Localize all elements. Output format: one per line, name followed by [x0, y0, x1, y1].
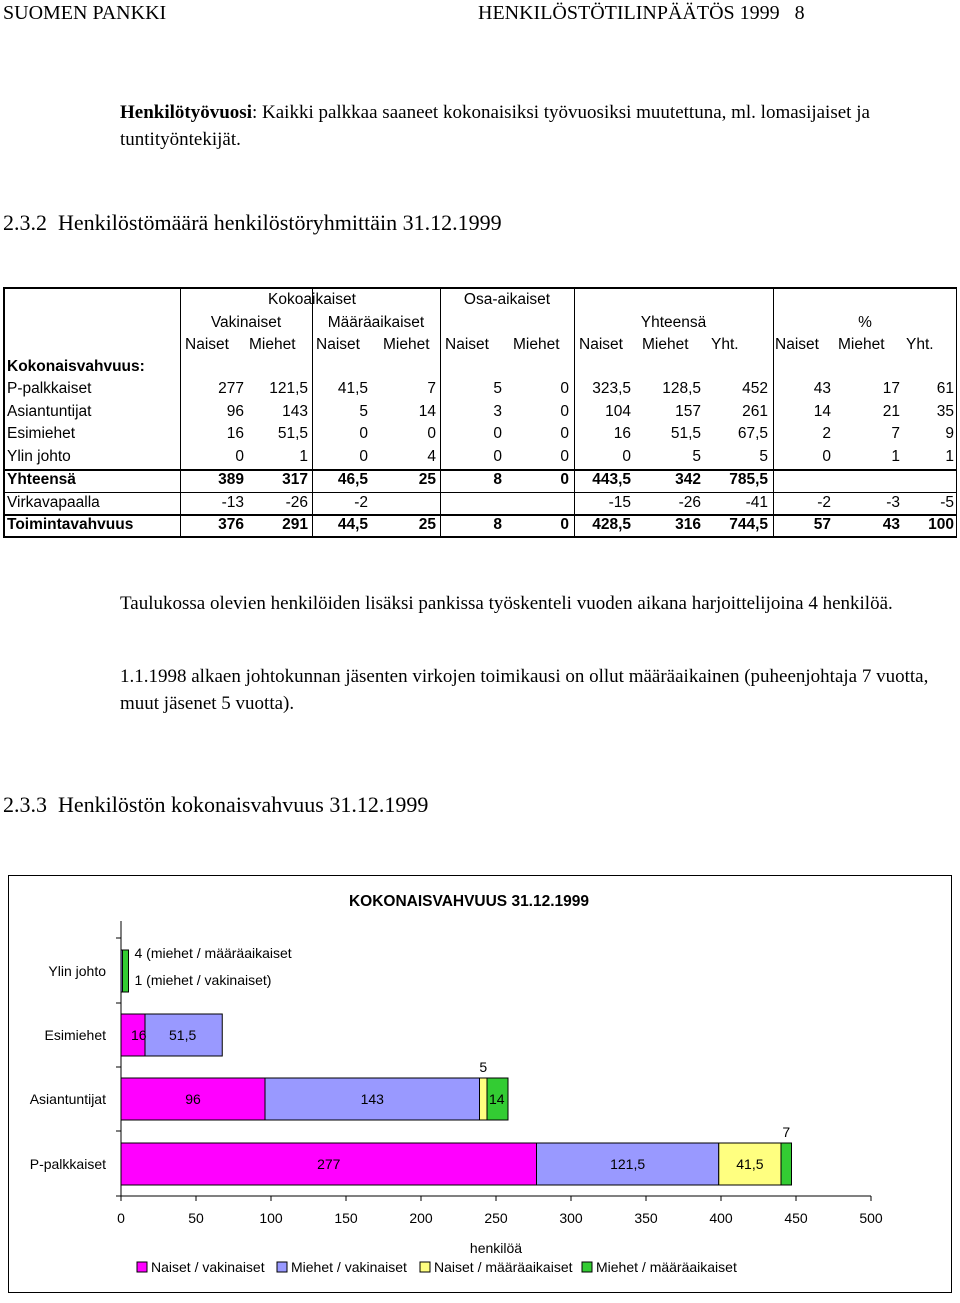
sub-header-percent: % — [858, 314, 872, 331]
data-label-11: 7 — [782, 1124, 791, 1140]
table-cell: 51,5 — [277, 425, 308, 443]
table-cell: 1 — [945, 448, 954, 466]
bar-0-3 — [123, 950, 129, 992]
legend-swatch-0 — [137, 1262, 147, 1272]
table-cell: 0 — [493, 448, 502, 466]
x-tick-label: 250 — [484, 1210, 508, 1226]
table-cell: 21 — [882, 402, 900, 420]
table-cell: 323,5 — [592, 380, 631, 397]
x-tick-label: 350 — [634, 1210, 658, 1226]
chart-title: KOKONAISVAHVUUS 31.12.1999 — [348, 893, 590, 910]
data-label-5: 143 — [360, 1091, 384, 1107]
legend-label-2: Naiset / määräaikaiset — [434, 1259, 573, 1275]
table-cell: 0 — [622, 448, 631, 466]
table-cell: 16 — [226, 425, 244, 443]
intro-text: : Kaikki palkkaa saaneet kokonaisiksi työvuosiksi muutettuna, ml. lomasijaiset ja tuntityöntekijät. — [120, 102, 870, 150]
table-cell: 389 — [218, 470, 244, 488]
table-row-label: P-palkkaiset — [7, 380, 92, 397]
note-board-terms: 1.1.1998 alkaen johtokunnan jäsenten virkojen toimikausi on ollut määräaikainen (puheenjohtaja 7 vuotta, muut jäsenet 5 vuotta). — [120, 666, 929, 714]
table-cell: 16 — [613, 425, 631, 443]
legend-swatch-3 — [582, 1262, 592, 1272]
table-row-label: Virkavapaalla — [7, 493, 100, 511]
x-tick-label: 300 — [559, 1210, 583, 1226]
category-label-1: Esimiehet — [44, 1027, 106, 1043]
sub-header-vakinaiset: Vakinaiset — [210, 314, 282, 331]
data-label-7: 14 — [489, 1091, 505, 1107]
section-title-2-3-3: 2.3.3 Henkilöstön kokonaisvahvuus 31.12.1999 — [3, 792, 429, 817]
table-cell: 0 — [560, 402, 569, 420]
table-cell: 443,5 — [592, 470, 631, 488]
table-cell: 0 — [235, 448, 244, 466]
col-header-6: Naiset — [579, 336, 623, 353]
col-header-3: Miehet — [383, 336, 430, 353]
table-cell: -2 — [817, 493, 831, 511]
table-cell: 51,5 — [670, 425, 701, 443]
table-cell: 317 — [282, 470, 308, 488]
bar-2-2 — [480, 1078, 488, 1120]
x-tick-label: 100 — [259, 1210, 283, 1226]
table-cell: 0 — [560, 448, 569, 466]
data-label-0: 4 (miehet / määräaikaiset — [134, 945, 292, 961]
legend-label-3: Miehet / määräaikaiset — [596, 1259, 737, 1275]
col-header-9: Naiset — [775, 336, 819, 353]
table-row-label: Ylin johto — [7, 448, 71, 466]
table-cell: 316 — [675, 516, 701, 534]
table-row-label: Toimintavahvuus — [7, 516, 134, 534]
table-cell: -13 — [221, 493, 244, 511]
table-cell: 44,5 — [337, 516, 368, 534]
data-label-1: 1 (miehet / vakinaiset) — [134, 972, 272, 988]
table-cell: 121,5 — [269, 380, 308, 397]
table-cell: 785,5 — [729, 470, 768, 488]
table-cell: 277 — [218, 380, 244, 397]
data-label-4: 96 — [185, 1091, 201, 1107]
col-header-2: Naiset — [316, 336, 360, 353]
x-tick-label: 50 — [188, 1210, 204, 1226]
data-label-3: 51,5 — [169, 1027, 197, 1043]
table-cell: 744,5 — [729, 516, 768, 534]
category-label-2: Asiantuntijat — [29, 1091, 106, 1107]
x-tick-label: 450 — [784, 1210, 808, 1226]
table-cell: 8 — [493, 516, 502, 534]
legend-swatch-1 — [277, 1262, 287, 1272]
table-cell: 25 — [418, 516, 436, 534]
table-border-left — [3, 287, 5, 538]
table-cell: 4 — [427, 448, 436, 466]
category-label-3: P-palkkaiset — [29, 1156, 106, 1172]
table-cell: 5 — [692, 448, 701, 466]
table-cell: 5 — [359, 402, 368, 420]
table-cell: -5 — [940, 493, 954, 511]
table-cell: 43 — [882, 516, 900, 534]
table-cell: 291 — [282, 516, 308, 534]
table-row-label: Asiantuntijat — [7, 402, 92, 420]
table-cell: 100 — [928, 516, 954, 534]
x-tick-label: 200 — [409, 1210, 433, 1226]
table-cell: 9 — [945, 425, 954, 443]
table-cell: -41 — [745, 493, 768, 511]
table-cell: 7 — [427, 380, 436, 397]
col-header-11: Yht. — [906, 336, 934, 353]
table-cell: 0 — [427, 425, 436, 443]
section-label-kokonaisvahvuus: Kokonaisvahvuus: — [7, 358, 145, 375]
table-cell: 261 — [742, 402, 768, 420]
bar-3-3 — [781, 1143, 792, 1185]
table-cell: 14 — [418, 402, 436, 420]
staff-table — [3, 287, 957, 538]
col-header-8: Yht. — [711, 336, 739, 353]
x-tick-label: 150 — [334, 1210, 358, 1226]
note-trainees: Taulukossa olevien henkilöiden lisäksi pankissa työskenteli vuoden aikana harjoittelijoina 4 henkilöä. — [120, 593, 893, 614]
table-cell: 0 — [822, 448, 831, 466]
col-header-4: Naiset — [445, 336, 489, 353]
table-cell: 7 — [891, 425, 900, 443]
table-cell: 17 — [882, 380, 900, 397]
intro-term: Henkilötyövuosi — [120, 102, 252, 123]
table-cell: -26 — [285, 493, 308, 511]
table-cell: 5 — [493, 380, 502, 397]
table-cell: 428,5 — [592, 516, 631, 534]
table-cell: 342 — [675, 470, 701, 488]
data-label-8: 277 — [317, 1156, 341, 1172]
table-cell: 2 — [822, 425, 831, 443]
table-cell: 14 — [813, 402, 831, 420]
table-cell: 57 — [813, 516, 831, 534]
x-tick-label: 500 — [859, 1210, 883, 1226]
table-cell: 143 — [282, 402, 308, 420]
chart-frame — [8, 875, 952, 1293]
table-cell: 3 — [493, 402, 502, 420]
table-cell: 8 — [493, 470, 502, 488]
table-cell: 67,5 — [737, 425, 768, 443]
table-cell: 1 — [891, 448, 900, 466]
x-tick-label: 400 — [709, 1210, 733, 1226]
x-tick-label: 0 — [117, 1210, 125, 1226]
group-header-kokoaikaiset: Kokoaikaiset — [268, 291, 356, 308]
data-label-6: 5 — [479, 1059, 488, 1075]
table-cell: 376 — [218, 516, 244, 534]
table-row-label: Esimiehet — [7, 425, 76, 443]
table-cell: 46,5 — [337, 470, 368, 488]
col-header-5: Miehet — [513, 336, 560, 353]
table-cell: 1 — [299, 448, 308, 466]
table-cell: 452 — [742, 380, 768, 397]
data-label-9: 121,5 — [610, 1156, 646, 1172]
data-label-10: 41,5 — [736, 1156, 764, 1172]
table-cell: 35 — [936, 402, 954, 420]
table-cell: 25 — [418, 470, 436, 488]
table-cell: -15 — [608, 493, 631, 511]
table-cell: -2 — [354, 493, 368, 511]
table-cell: 0 — [359, 448, 368, 466]
col-header-0: Naiset — [185, 336, 229, 353]
col-header-1: Miehet — [249, 336, 296, 353]
table-border-bottom — [3, 536, 957, 538]
sub-header-maaraaikaiset: Määräaikaiset — [327, 314, 425, 331]
legend-label-1: Miehet / vakinaiset — [291, 1259, 407, 1275]
table-cell: 104 — [605, 402, 631, 420]
table-cell: 0 — [493, 425, 502, 443]
table-cell: 0 — [359, 425, 368, 443]
col-header-7: Miehet — [642, 336, 689, 353]
legend-swatch-2 — [420, 1262, 430, 1272]
table-cell: 41,5 — [337, 380, 368, 397]
table-cell: 128,5 — [662, 380, 701, 397]
table-cell: 0 — [560, 470, 569, 488]
header-left: SUOMEN PANKKI — [3, 2, 167, 24]
section-title-2-3-2: 2.3.2 Henkilöstömäärä henkilöstöryhmittäin 31.12.1999 — [3, 210, 502, 235]
table-cell: -3 — [886, 493, 900, 511]
table-row-label: Yhteensä — [7, 470, 76, 488]
category-label-0: Ylin johto — [48, 963, 106, 979]
col-header-10: Miehet — [838, 336, 885, 353]
legend-label-0: Naiset / vakinaiset — [151, 1259, 265, 1275]
table-cell: 43 — [813, 380, 831, 397]
table-cell: 61 — [936, 380, 954, 397]
table-cell: 96 — [226, 402, 244, 420]
table-cell: 5 — [759, 448, 768, 466]
table-cell: 0 — [560, 380, 569, 397]
group-header-osa-aikaiset: Osa-aikaiset — [463, 291, 551, 308]
table-cell: 0 — [560, 425, 569, 443]
table-cell: 0 — [560, 516, 569, 534]
header-right: HENKILÖSTÖTILINPÄÄTÖS 1999 8 — [478, 2, 805, 24]
table-cell: 157 — [675, 402, 701, 420]
data-label-2: 16 — [131, 1027, 147, 1043]
staff-chart — [9, 876, 950, 1291]
sub-header-yhteensa: Yhteensä — [640, 314, 707, 331]
table-cell: -26 — [678, 493, 701, 511]
intro-paragraph — [120, 99, 920, 153]
x-axis-label: henkilöä — [469, 1240, 523, 1256]
